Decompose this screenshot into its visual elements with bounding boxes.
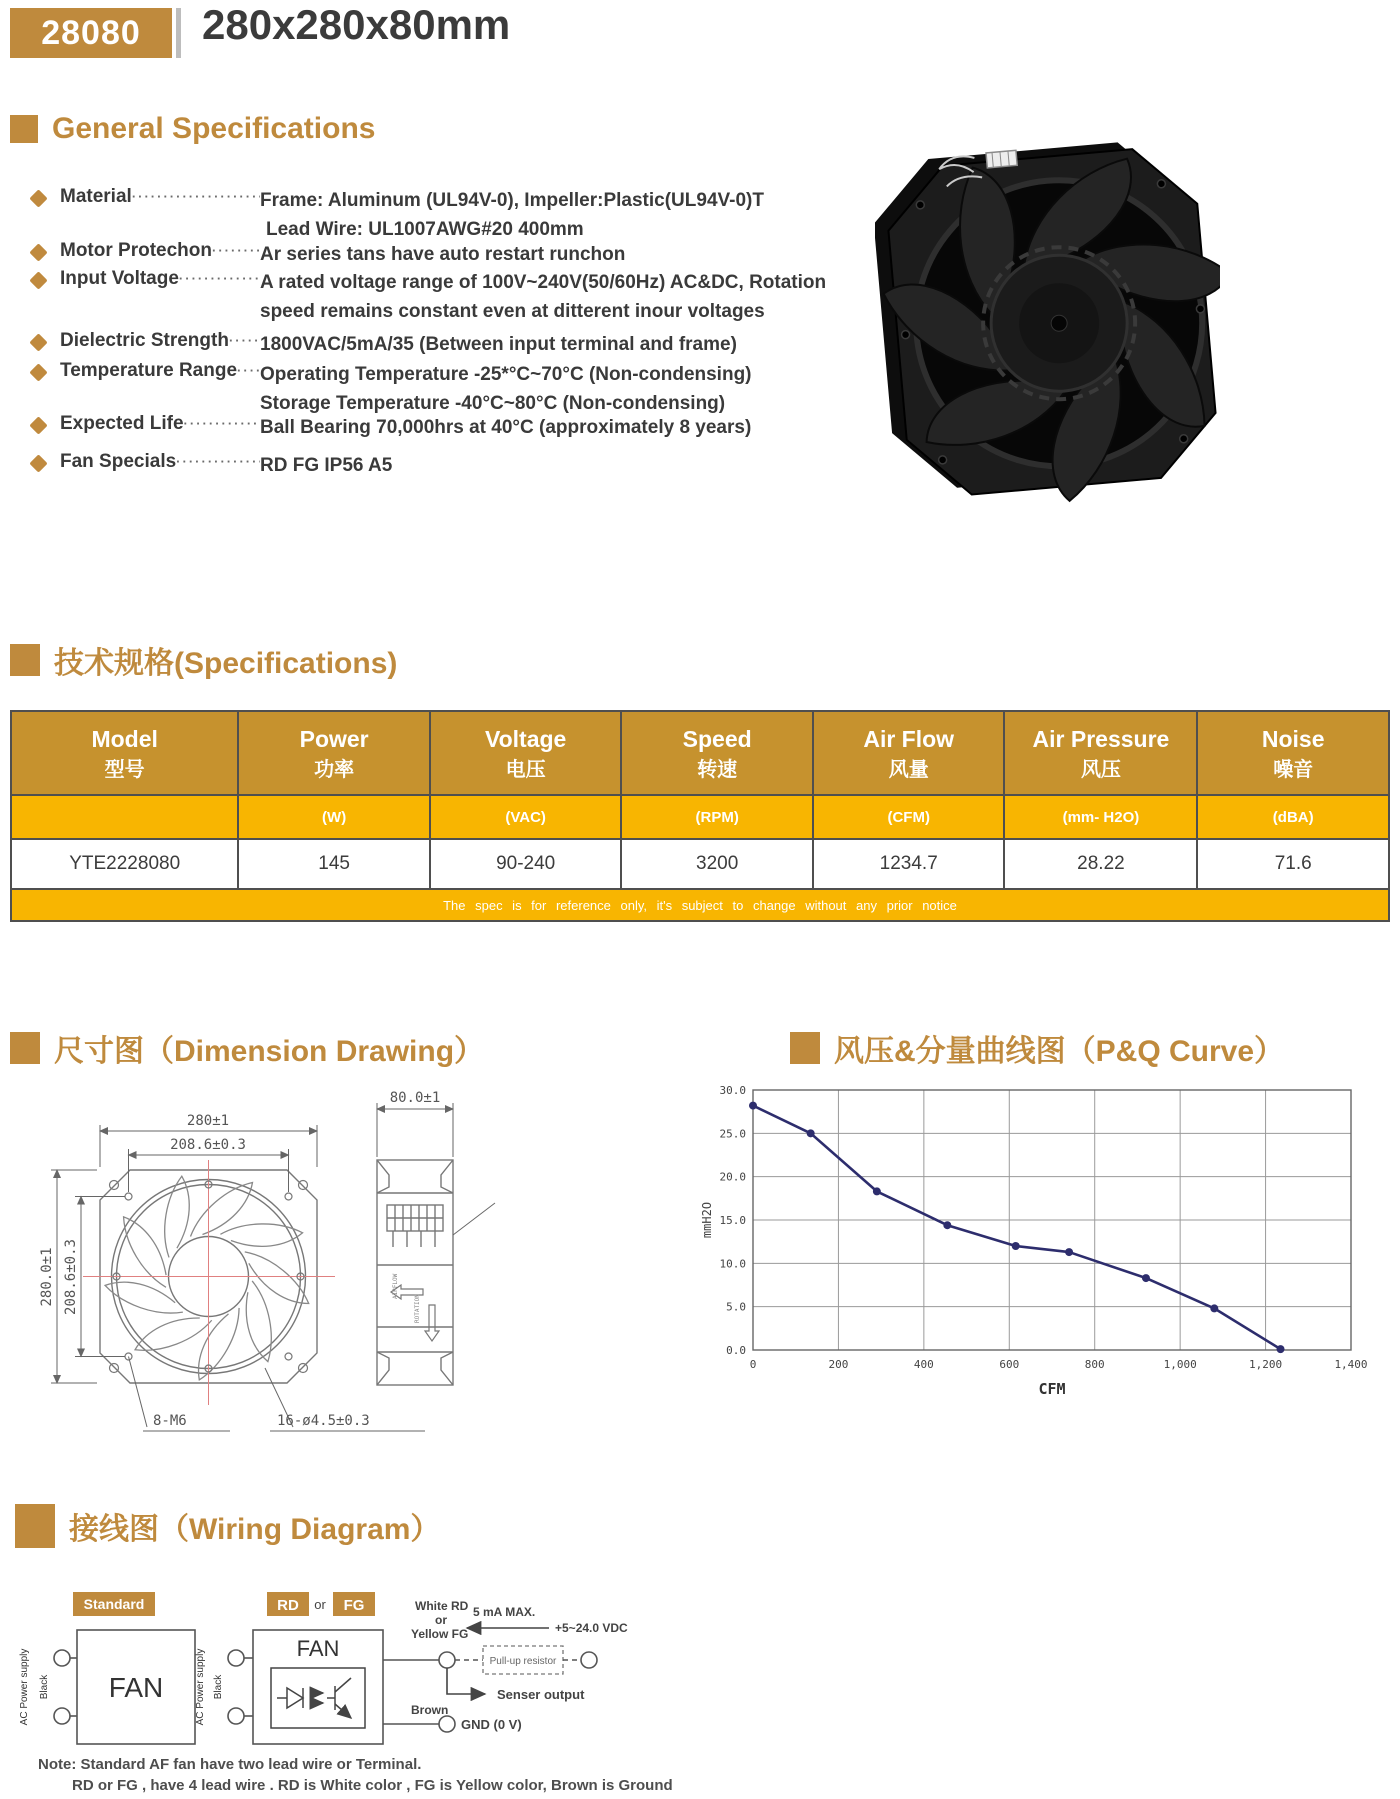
spec-label: Temperature Range bbox=[60, 360, 238, 381]
section-marker-icon bbox=[10, 1032, 40, 1064]
general-specs-title: General Specifications bbox=[52, 112, 376, 145]
white-rd-label: White RD bbox=[415, 1599, 469, 1613]
col-voltage: Voltage 电压 bbox=[430, 711, 622, 795]
pq-heading bbox=[790, 1026, 1284, 1070]
dotted-leader bbox=[237, 360, 260, 382]
note-line-2: RD or FG , have 4 lead wire . RD is White color , FG is Yellow color, Brown is Ground bbox=[72, 1777, 673, 1794]
ac-power-label: AC Power supply bbox=[195, 1648, 206, 1726]
col-model: Model 型号 bbox=[11, 711, 238, 795]
col-airflow: Air Flow 风量 bbox=[813, 711, 1005, 795]
spec-label: Material bbox=[60, 186, 132, 207]
y-tick-label: 30.0 bbox=[719, 1084, 746, 1097]
x-tick-label: 1,000 bbox=[1163, 1358, 1197, 1371]
diamond-bullet-icon bbox=[29, 454, 47, 472]
gnd-label: GND (0 V) bbox=[461, 1717, 522, 1732]
general-specs-heading bbox=[10, 112, 375, 146]
spec-row-input-voltage bbox=[30, 268, 880, 327]
x-tick-label: 400 bbox=[913, 1358, 934, 1371]
cell-voltage: 90-240 bbox=[430, 839, 622, 889]
data-point bbox=[807, 1129, 815, 1137]
table-data-row bbox=[11, 839, 1389, 889]
cell-noise: 71.6 bbox=[1197, 839, 1389, 889]
black-wire-label: Black bbox=[213, 1674, 224, 1700]
optocoupler-icon bbox=[271, 1668, 365, 1728]
cell-airpressure: 28.22 bbox=[1004, 839, 1197, 889]
airflow-label: AIRFLOW bbox=[392, 1273, 399, 1299]
diamond-bullet-icon bbox=[29, 333, 47, 351]
x-tick-label: 800 bbox=[1084, 1358, 1105, 1371]
data-point bbox=[1277, 1345, 1285, 1353]
spec-row-dielectric bbox=[30, 330, 880, 359]
brown-wire-label: Brown bbox=[411, 1703, 449, 1717]
dotted-leader bbox=[179, 268, 260, 290]
dotted-leader bbox=[212, 240, 260, 262]
table-unit-row bbox=[11, 795, 1389, 839]
cell-speed: 3200 bbox=[621, 839, 813, 889]
cell-model: YTE2228080 bbox=[11, 839, 238, 889]
data-point bbox=[1142, 1274, 1150, 1282]
dotted-leader bbox=[132, 186, 260, 208]
x-axis-label: CFM bbox=[1038, 1380, 1066, 1398]
unit-cell: (VAC) bbox=[430, 795, 622, 839]
dim-hole-pitch-v: 208.6±0.3 bbox=[63, 1239, 79, 1315]
spec-value: Ball Bearing 70,000hrs at 40°C (approximately 8 years) bbox=[260, 417, 752, 438]
dotted-leader bbox=[229, 330, 260, 352]
rd-label: RD bbox=[277, 1597, 299, 1614]
diamond-bullet-icon bbox=[29, 363, 47, 381]
unit-cell: (CFM) bbox=[813, 795, 1005, 839]
wiring-diagram bbox=[15, 1590, 705, 1755]
yellow-fg-label: Yellow FG bbox=[411, 1627, 469, 1641]
table-header-row bbox=[11, 711, 1389, 795]
y-tick-label: 10.0 bbox=[719, 1257, 746, 1271]
spec-row-motor-protection bbox=[30, 240, 880, 269]
spec-value: A rated voltage range of 100V~240V(50/60Hz) AC&DC, Rotation speed remains constant even at ditterent inour voltages bbox=[260, 272, 827, 323]
or-label: or bbox=[314, 1597, 326, 1612]
diamond-bullet-icon bbox=[29, 416, 47, 434]
diamond-bullet-icon bbox=[29, 271, 47, 289]
col-speed: Speed 转速 bbox=[621, 711, 813, 795]
x-tick-label: 200 bbox=[828, 1358, 849, 1371]
pq-chart bbox=[695, 1072, 1375, 1402]
cell-power: 145 bbox=[238, 839, 430, 889]
data-point bbox=[943, 1221, 951, 1229]
spec-row-material bbox=[30, 186, 880, 245]
note-line-1: Note: Standard AF fan have two lead wire or Terminal. bbox=[38, 1756, 422, 1773]
spec-value: Operating Temperature -25*°C~70°C (Non-condensing) Storage Temperature -40°C~80°C (Non-condensing) bbox=[260, 364, 752, 415]
dotted-leader bbox=[176, 451, 260, 473]
spec-label: Input Voltage bbox=[60, 268, 179, 289]
col-power: Power 功率 bbox=[238, 711, 430, 795]
cell-airflow: 1234.7 bbox=[813, 839, 1005, 889]
vdc-label: +5~24.0 VDC bbox=[555, 1621, 628, 1635]
data-point bbox=[1065, 1248, 1073, 1256]
dim-height-outer: 280.0±1 bbox=[39, 1247, 55, 1307]
table-footnote: The spec is for reference only, it's subject to change without any prior notice bbox=[11, 889, 1389, 921]
fan-box-label: FAN bbox=[108, 1672, 164, 1703]
x-tick-label: 1,400 bbox=[1334, 1358, 1368, 1371]
spec-value: Frame: Aluminum (UL94V-0), Impeller:Plastic(UL94V-0)T Lead Wire: UL1007AWG#20 400mm bbox=[260, 190, 764, 241]
spec-value: Ar series tans have auto restart runchon bbox=[260, 244, 626, 265]
model-badge: 28080 bbox=[10, 8, 172, 58]
spec-label: Expected Life bbox=[60, 413, 184, 434]
pq-title: 风压&分量曲线图（P&Q Curve） bbox=[834, 1035, 1285, 1068]
table-footnote-row bbox=[11, 889, 1389, 921]
rotation-label: ROTATION bbox=[414, 1294, 421, 1323]
y-axis-label: mmH2O bbox=[700, 1201, 714, 1239]
section-marker-icon bbox=[15, 1504, 55, 1548]
spec-value: 1800VAC/5mA/35 (Between input terminal and frame) bbox=[260, 334, 737, 355]
col-noise: Noise 噪音 bbox=[1197, 711, 1389, 795]
y-tick-label: 0.0 bbox=[726, 1344, 746, 1357]
diamond-bullet-icon bbox=[29, 189, 47, 207]
y-tick-label: 5.0 bbox=[726, 1300, 746, 1314]
wiring-title: 接线图（Wiring Diagram） bbox=[69, 1513, 441, 1546]
x-tick-label: 1,200 bbox=[1249, 1358, 1283, 1371]
header-divider bbox=[176, 8, 181, 58]
ac-power-label: AC Power supply bbox=[19, 1648, 30, 1726]
senser-output-label: Senser output bbox=[497, 1687, 585, 1702]
fan-product-image bbox=[875, 132, 1220, 510]
unit-cell: (dBA) bbox=[1197, 795, 1389, 839]
standard-label: Standard bbox=[83, 1596, 145, 1612]
pullup-resistor-label: Pull-up resistor bbox=[489, 1656, 557, 1667]
diamond-bullet-icon bbox=[29, 243, 47, 261]
y-tick-label: 20.0 bbox=[719, 1170, 746, 1184]
y-tick-label: 15.0 bbox=[719, 1214, 746, 1227]
pq-curve bbox=[753, 1106, 1281, 1350]
max-current-label: 5 mA MAX. bbox=[473, 1605, 536, 1619]
section-marker-icon bbox=[10, 115, 38, 143]
spec-label: Fan Specials bbox=[60, 451, 177, 472]
spec-row-fan-specials bbox=[30, 451, 880, 480]
fg-label: FG bbox=[343, 1597, 365, 1614]
spec-label: Motor Protechon bbox=[60, 240, 212, 261]
y-tick-label: 25.0 bbox=[719, 1127, 746, 1141]
black-wire-label: Black bbox=[39, 1674, 50, 1700]
unit-cell: (RPM) bbox=[621, 795, 813, 839]
dimension-heading bbox=[10, 1026, 484, 1070]
dim-depth: 80.0±1 bbox=[389, 1090, 441, 1106]
page-title: 280x280x80mm bbox=[202, 1, 511, 48]
unit-cell: (mm- H2O) bbox=[1004, 795, 1197, 839]
section-marker-icon bbox=[10, 644, 40, 676]
spec-table-title: 技术规格(Specifications) bbox=[54, 647, 398, 680]
spec-value: RD FG IP56 A5 bbox=[260, 455, 393, 476]
unit-cell bbox=[11, 795, 238, 839]
data-point bbox=[1012, 1242, 1020, 1250]
spec-table-heading bbox=[10, 638, 397, 682]
dim-hole-pitch-h: 208.6±0.3 bbox=[170, 1137, 246, 1153]
unit-cell: (W) bbox=[238, 795, 430, 839]
data-point bbox=[749, 1102, 757, 1110]
dim-hole-dia-label: 16-ø4.5±0.3 bbox=[277, 1413, 370, 1429]
dimension-drawing bbox=[25, 1075, 685, 1475]
spec-table bbox=[10, 710, 1390, 922]
wiring-heading bbox=[15, 1504, 440, 1548]
dimension-title: 尺寸图（Dimension Drawing） bbox=[54, 1035, 485, 1068]
dim-width-outer: 280±1 bbox=[186, 1113, 230, 1129]
dotted-leader bbox=[184, 413, 260, 435]
spec-row-temperature bbox=[30, 360, 880, 419]
or-label: or bbox=[435, 1613, 447, 1627]
x-tick-label: 0 bbox=[749, 1358, 757, 1371]
data-point bbox=[1210, 1304, 1218, 1312]
section-marker-icon bbox=[790, 1032, 820, 1064]
data-point bbox=[873, 1187, 881, 1195]
col-airpressure: Air Pressure 风压 bbox=[1004, 711, 1197, 795]
spec-row-expected-life bbox=[30, 413, 880, 442]
dim-screw-label: 8-M6 bbox=[153, 1413, 187, 1429]
fan-box-label: FAN bbox=[296, 1636, 340, 1661]
spec-label: Dielectric Strength bbox=[60, 330, 229, 351]
x-tick-label: 600 bbox=[999, 1358, 1020, 1371]
